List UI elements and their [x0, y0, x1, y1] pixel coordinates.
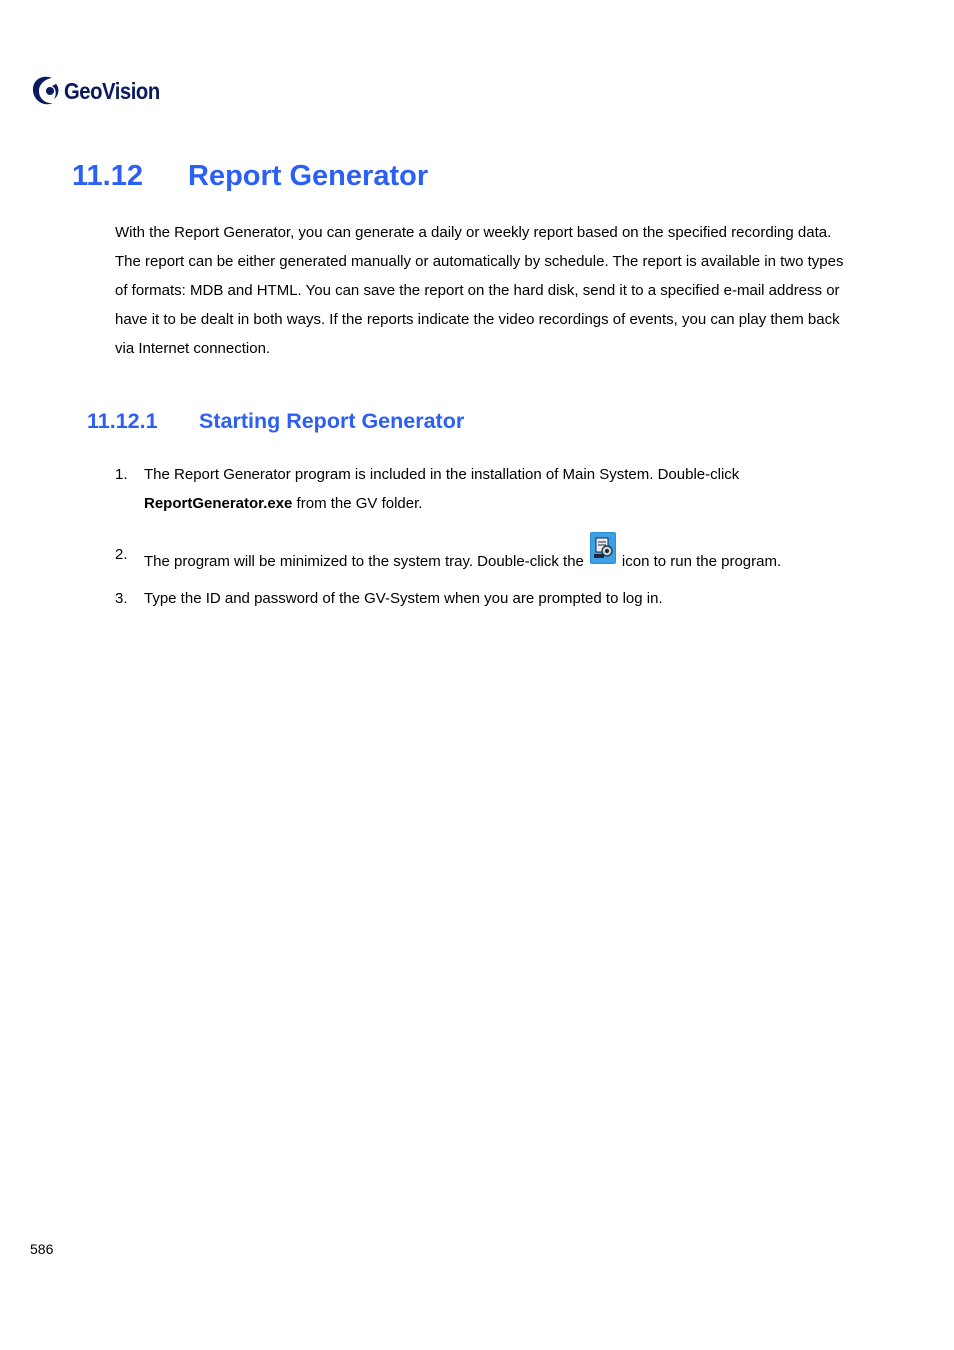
logo-text: GeoVision: [64, 77, 160, 104]
step-text: [144, 540, 844, 576]
geovision-logo: [30, 72, 173, 110]
subsection-title: Starting Report Generator: [199, 409, 465, 433]
section-heading: [72, 160, 428, 193]
step-number: 2.: [115, 546, 128, 563]
intro-paragraph: With the Report Generator, you can generate a daily or weekly report based on the specified recording data. The report can be either generated manually or automatically by schedule. The report is available in two types of formats: MDB and HTML. You can save the report on the hard disk, send it to a specified e-mail address or have it to be dealt in both ways. If the reports indicate the video recordings of events, you can play them back via Internet connection.: [115, 224, 844, 357]
section-number: 11.12: [72, 160, 143, 192]
step-number: 1.: [115, 466, 128, 483]
step-text-part: from the GV folder.: [292, 495, 423, 512]
step-text: Type the ID and password of the GV-System when you are prompted to log in.: [144, 590, 663, 607]
filename: ReportGenerator.exe: [144, 495, 293, 512]
page-number: 586: [30, 1241, 54, 1257]
step-text: [144, 460, 844, 518]
geovision-swirl-icon: [30, 74, 62, 108]
report-generator-tray-icon: [590, 532, 616, 564]
step-text-part: The program will be minimized to the system tray. Double-click the: [144, 553, 584, 570]
step-text-part: The Report Generator program is included in the installation of Main System. Double-click: [144, 466, 740, 483]
step-number: 3.: [115, 590, 128, 607]
step-text-part: icon to run the program.: [621, 553, 782, 570]
subsection-heading: [87, 409, 464, 434]
subsection-number: 11.12.1: [87, 409, 158, 433]
section-title: Report Generator: [188, 160, 429, 192]
